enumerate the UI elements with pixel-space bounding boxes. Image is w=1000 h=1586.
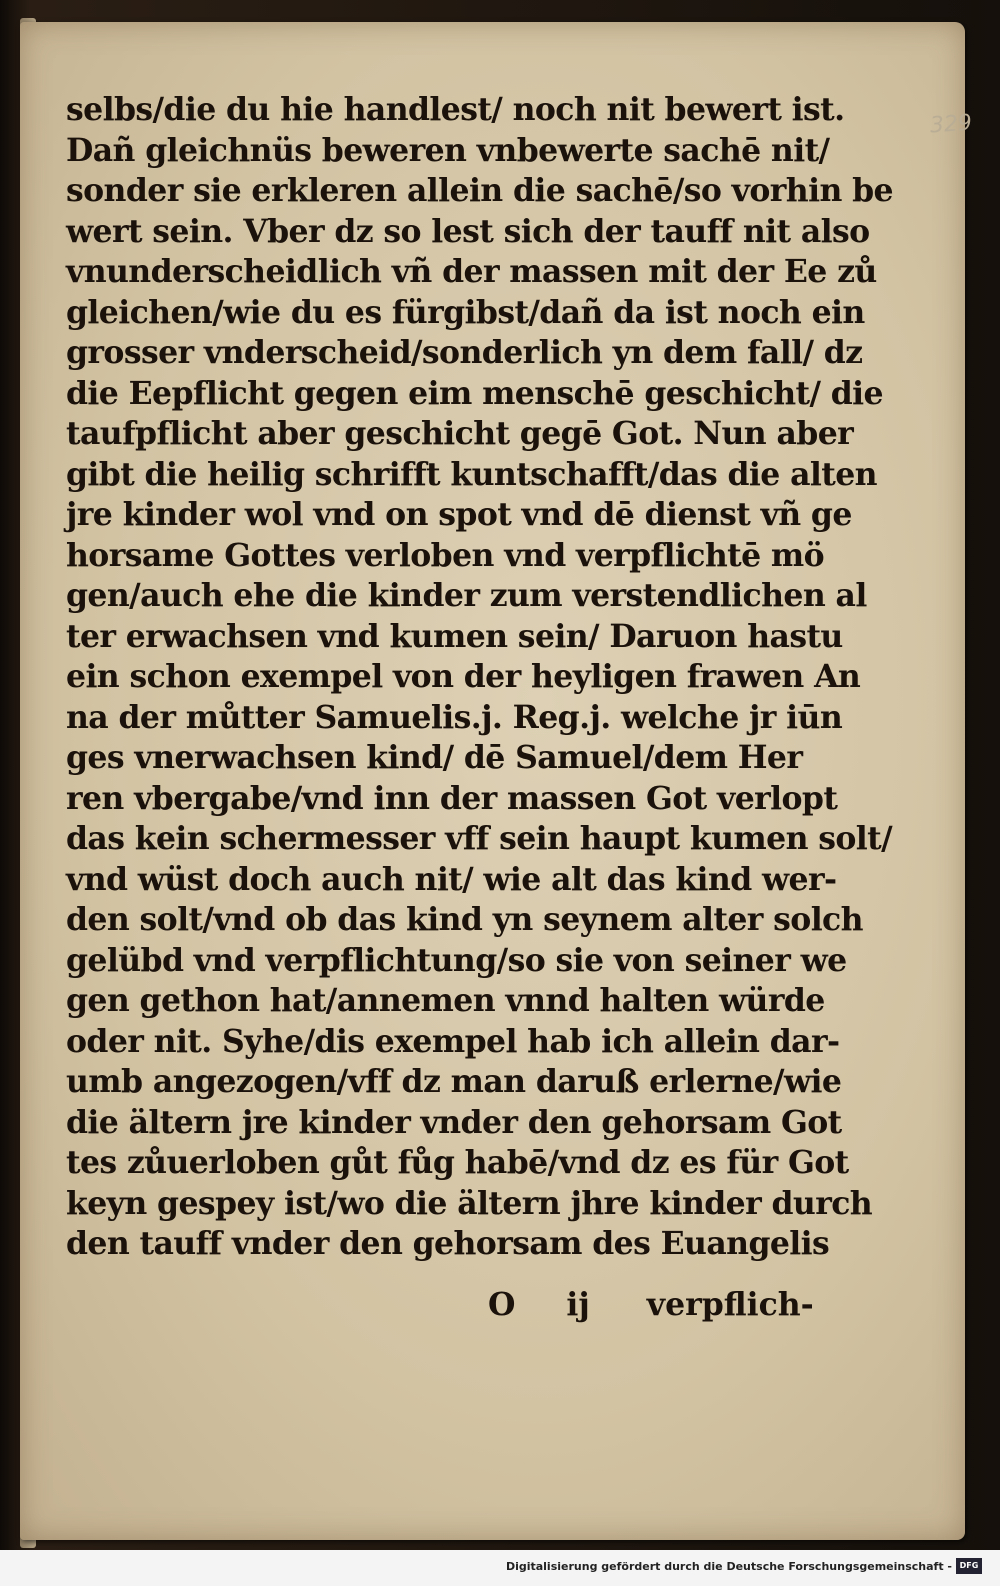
signature-number: ij (566, 1286, 590, 1323)
text-line: na der můtter Samuelis.j. Reg.j. welche jr iūn (66, 698, 843, 736)
text-line: ren vbergabe/vnd inn der massen Got verlopt (66, 779, 838, 817)
folio-mark: 329 (929, 110, 973, 139)
catchword: verpflich- (646, 1286, 814, 1323)
text-line: horsame Gottes verloben vnd verpflichtē mö (66, 536, 825, 574)
text-line: gleichen/wie du es fürgibst/dañ da ist noch ein (66, 293, 865, 331)
funding-credit: Digitalisierung gefördert durch die Deutsche Forschungsgemeinschaft - (505, 1560, 952, 1573)
text-line: umb angezogen/vff dz man daruß erlerne/wie (66, 1063, 842, 1100)
text-line: ges vnerwachsen kind/ dē Samuel/dem Her (66, 739, 803, 776)
text-line: gelübd vnd verpflichtung/so sie von seiner we (66, 941, 847, 979)
text-line: keyn gespey ist/wo die ältern jhre kinder durch (66, 1184, 873, 1222)
text-line: gibt die heilig schrifft kuntschafft/das die alten (66, 455, 877, 493)
text-line: vnd wüst doch auch nit/ wie alt das kind wer- (66, 860, 837, 898)
dfg-logo-icon: DFG (956, 1558, 982, 1574)
footer-bar (0, 1550, 1000, 1586)
text-line: die ältern jre kinder vnder den gehorsam Got (66, 1103, 842, 1141)
text-line: wert sein. Vber dz so lest sich der tauff nit also (66, 212, 870, 250)
text-line: tes zůuerloben gůt fůg habē/vnd dz es für Got (66, 1144, 849, 1181)
text-line: vnunderscheidlich vñ der massen mit der Ee zů (66, 253, 877, 290)
text-line: grosser vnderscheid/sonderlich yn dem fall/ dz (66, 334, 863, 371)
text-line: gen/auch ehe die kinder zum verstendlichen al (66, 577, 867, 614)
text-line: sonder sie erkleren allein die sachē/so vorhin be (66, 172, 893, 209)
text-block (66, 90, 893, 1265)
text-line: den solt/vnd ob das kind yn seynem alter solch (66, 901, 863, 938)
catchline (488, 1286, 814, 1323)
text-line: ein schon exempel von der heyligen frawen An (66, 658, 861, 695)
text-line: die Eepflicht gegen eim menschē geschicht/ die (66, 374, 883, 412)
text-line: ter erwachsen vnd kumen sein/ Daruon hastu (66, 617, 843, 655)
text-line: das kein schermesser vff sein haupt kumen solt/ (66, 820, 893, 857)
text-line: selbs/die du hie handlest/ noch nit bewert ist. (66, 91, 845, 128)
text-line: jre kinder wol vnd on spot vnd dē dienst vñ ge (66, 496, 852, 533)
text-line: den tauff vnder den gehorsam des Euangelis (66, 1225, 830, 1262)
text-line: gen gethon hat/annemen vnnd halten würde (66, 982, 825, 1019)
text-line: oder nit. Syhe/dis exempel hab ich allein dar- (66, 1022, 840, 1060)
text-line: Dañ gleichnüs beweren vnbewerte sachē nit/ (66, 131, 830, 169)
signature-mark: O (488, 1286, 516, 1323)
text-line: taufpflicht aber geschicht gegē Got. Nun aber (66, 415, 854, 452)
